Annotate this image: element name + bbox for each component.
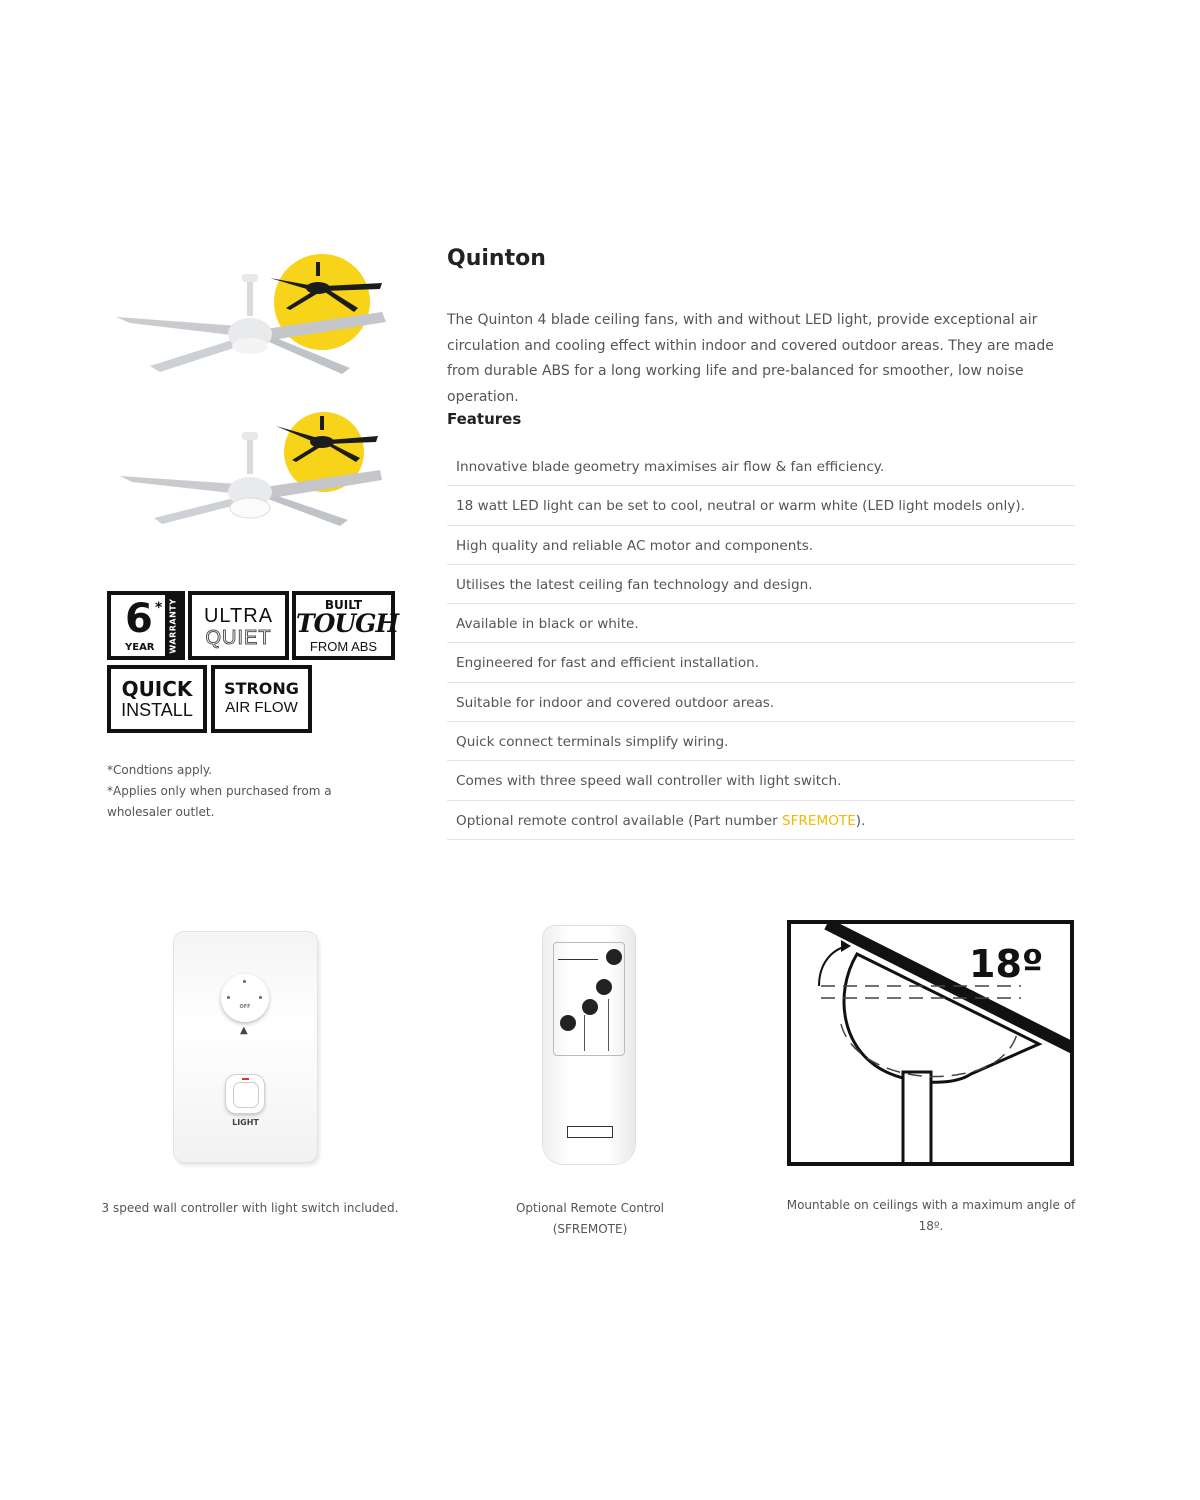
strong-air-flow-line2: AIR FLOW: [225, 699, 298, 716]
fan-with-light-image: [110, 250, 390, 385]
remote-caption: Optional Remote Control: [515, 1201, 665, 1215]
feature-item: Comes with three speed wall controller with light switch.: [447, 761, 1075, 800]
light-switch: [226, 1075, 264, 1113]
ultra-quiet-badge: [188, 591, 289, 660]
remote-control-image: [543, 926, 635, 1164]
remote-part-number-link[interactable]: (SFREMOTE): [552, 1222, 628, 1236]
product-description: The Quinton 4 blade ceiling fans, with and without LED light, provide exceptional air circulation and cooling effect within indoor and covered outdoor areas. They are made from durable ABS for a long working life and pre-balanced for smoother, low noise operation.: [447, 312, 1054, 406]
feature-item-remote: [447, 801, 1075, 840]
wall-controller-image: [174, 932, 317, 1162]
built-tough-line2: TOUGH: [296, 609, 399, 638]
quick-install-badge: [107, 665, 207, 733]
product-title: Quinton: [447, 246, 546, 271]
sfremote-link[interactable]: SFREMOTE: [781, 812, 856, 829]
warranty-asterisk: *: [155, 600, 163, 616]
feature-item: Suitable for indoor and covered outdoor areas.: [447, 683, 1075, 722]
warranty-years: 6: [125, 596, 153, 642]
quick-install-line1: QUICK: [121, 677, 193, 701]
feature-item: Engineered for fast and efficient installation.: [447, 643, 1075, 682]
warranty-badge: [107, 591, 185, 660]
feature-remote-suffix: ).: [855, 812, 866, 829]
feature-item: 18 watt LED light can be set to cool, neutral or warm white (LED light models only).: [447, 486, 1075, 525]
quick-install-line2: INSTALL: [121, 700, 193, 720]
ceiling-angle-caption: Mountable on ceilings with a maximum angle of 18º.: [786, 1198, 1076, 1233]
angle-label: 18º: [969, 942, 1044, 986]
wall-controller-caption: 3 speed wall controller with light switch included.: [101, 1201, 399, 1215]
feature-item: Available in black or white.: [447, 604, 1075, 643]
speed-dial: [221, 974, 269, 1022]
strong-air-flow-line1: STRONG: [224, 679, 299, 698]
dial-off-label: OFF: [239, 1004, 251, 1010]
wholesaler-note: *Applies only when purchased from a wholesaler outlet.: [107, 784, 332, 819]
feature-item: Quick connect terminals simplify wiring.: [447, 722, 1075, 761]
warranty-side-label: WARRANTY: [165, 595, 181, 656]
features-heading: Features: [447, 410, 522, 428]
built-tough-line1: BUILT: [324, 598, 363, 612]
warranty-unit: YEAR: [125, 642, 155, 653]
feature-remote-prefix: Optional remote control available (Part number: [456, 812, 782, 829]
ceiling-angle-diagram: [787, 920, 1074, 1166]
triangle-up-icon: ▲: [240, 1025, 248, 1036]
ultra-quiet-line2: QUIET: [205, 627, 272, 649]
strong-air-flow-badge: [211, 665, 312, 733]
feature-item: High quality and reliable AC motor and components.: [447, 526, 1075, 565]
light-switch-label: LIGHT: [232, 1118, 259, 1127]
features-list: [447, 447, 1075, 840]
conditions-note: *Condtions apply.: [107, 763, 213, 777]
fan-with-led-light-image: [110, 410, 390, 535]
built-tough-line3: FROM ABS: [309, 639, 378, 654]
built-tough-badge: [292, 591, 399, 660]
feature-item: Utilises the latest ceiling fan technology and design.: [447, 565, 1075, 604]
ultra-quiet-line1: ULTRA: [203, 605, 274, 627]
feature-item: Innovative blade geometry maximises air flow & fan efficiency.: [447, 447, 1075, 486]
